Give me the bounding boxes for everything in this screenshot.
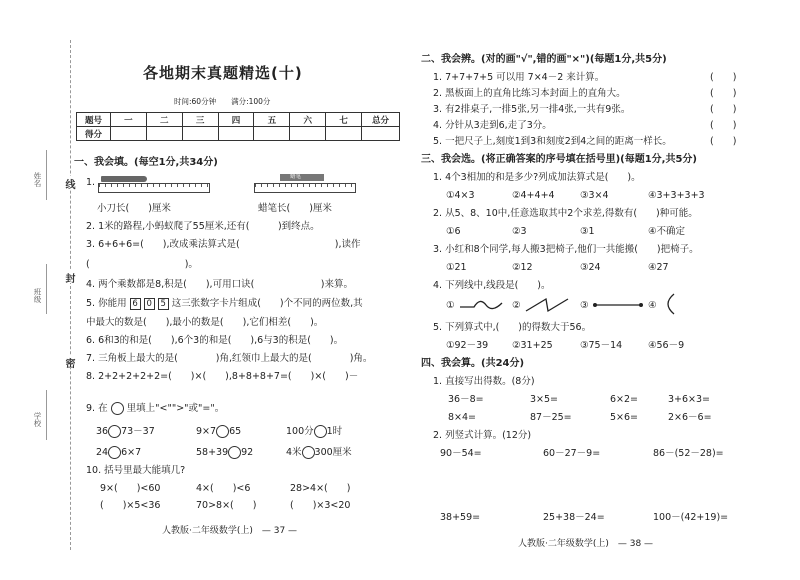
choice-question: 1. 4个3相加的和是多少?列成加法算式是( )。 xyxy=(433,172,641,183)
fill-item: ( )×3<20 xyxy=(290,500,351,511)
question-9 xyxy=(86,402,224,415)
oral-calc: 2×6－6= xyxy=(668,412,712,423)
score-input-cell[interactable] xyxy=(218,127,254,141)
judge-item: 5. 一把尺子上,刻度1到3和刻度2到4之间的距离一样长。 xyxy=(433,136,672,147)
compare-right: 73－37 xyxy=(121,426,155,437)
exam-meta: 时间:60分钟 满分:100分 xyxy=(174,97,271,106)
choice-option[interactable]: ③ xyxy=(580,300,589,311)
oral-calc: 6×2= xyxy=(610,394,639,405)
column-calc: 60－27－9= xyxy=(543,448,601,459)
compare-left: 100分 xyxy=(286,426,314,437)
choice-option[interactable]: ①6 xyxy=(446,226,461,237)
compare-right: 65 xyxy=(229,426,242,437)
question-5-suffix: 这三张数字卡片组成( )个不同的两位数,其 xyxy=(171,298,363,309)
compare-item xyxy=(196,446,253,459)
score-cell: 五 xyxy=(254,113,290,127)
digit-card: 5 xyxy=(158,298,169,310)
answer-paren[interactable]: ( ) xyxy=(710,72,737,83)
binding-line xyxy=(70,40,71,550)
choice-question: 2. 从5、8、10中,任意选取其中2个求差,得数有( )种可能。 xyxy=(433,208,698,219)
seal-mark-secret: 密 xyxy=(64,355,77,368)
score-cell: 二 xyxy=(146,113,182,127)
wavy-line-icon xyxy=(458,295,504,315)
choice-option[interactable]: ④不确定 xyxy=(648,226,686,237)
compare-circle[interactable] xyxy=(302,446,315,459)
section-3-title: 三、我会选。(将正确答案的序号填在括号里)(每题1分,共5分) xyxy=(421,154,697,165)
score-input-cell[interactable] xyxy=(182,127,218,141)
choice-option[interactable]: ②3 xyxy=(512,226,527,237)
choice-option[interactable]: ②31+25 xyxy=(512,340,553,351)
choice-option[interactable]: ④3+3+3+3 xyxy=(648,190,705,201)
compare-left: 36 xyxy=(96,426,109,437)
compare-left: 58+39 xyxy=(196,447,229,458)
crayon-image xyxy=(280,174,324,181)
question-2: 2. 1米的路程,小蚂蚁爬了55厘米,还有( )到终点。 xyxy=(86,221,320,232)
choice-option[interactable]: ①21 xyxy=(446,262,467,273)
section-1-title: 一、我会填。(每空1分,共34分) xyxy=(74,157,218,168)
question-9-suffix: 里填上"<"">"或"="。 xyxy=(126,403,225,414)
score-cell: 七 xyxy=(326,113,362,127)
score-input-cell[interactable] xyxy=(146,127,182,141)
choice-option[interactable]: ① xyxy=(446,300,455,311)
answer-paren[interactable]: ( ) xyxy=(710,88,737,99)
knife-image xyxy=(101,176,147,182)
compare-item xyxy=(286,425,342,438)
compare-circle[interactable] xyxy=(108,425,121,438)
choice-option[interactable]: ③3×4 xyxy=(580,190,609,201)
oral-calc: 8×4= xyxy=(448,412,477,423)
seal-mark-seal: 封 xyxy=(64,270,77,283)
name-label: 姓名 xyxy=(33,172,42,187)
compare-item xyxy=(96,425,155,438)
column-calc: 38+59= xyxy=(440,512,481,523)
fill-item: 4×( )<6 xyxy=(196,483,251,494)
question-7: 7. 三角板上最大的是( )角,红领巾上最大的是( )角。 xyxy=(86,353,373,364)
score-input-cell[interactable] xyxy=(254,127,290,141)
score-cell: 总分 xyxy=(362,113,400,127)
section-2-title: 二、我会辨。(对的画"√",错的画"×")(每题1分,共5分) xyxy=(421,54,667,65)
class-label: 班级 xyxy=(33,288,42,303)
school-underline xyxy=(46,390,47,440)
compare-right: 6×7 xyxy=(121,447,142,458)
compare-circle[interactable] xyxy=(108,446,121,459)
choice-option[interactable]: ③24 xyxy=(580,262,601,273)
compare-circle[interactable] xyxy=(111,402,124,415)
question-9-prefix: 9. 在 xyxy=(86,403,108,414)
choice-question: 4. 下列线中,线段是( )。 xyxy=(433,280,551,291)
sub-question: 2. 列竖式计算。(12分) xyxy=(433,430,532,441)
right-page xyxy=(400,0,800,580)
judge-item: 2. 黑板面上的直角比练习本封面上的直角大。 xyxy=(433,88,626,99)
page-footer: 人教版·二年级数学(上) — 37 — xyxy=(162,526,298,536)
choice-question: 3. 小红和8个同学,每人搬3把椅子,他们一共能搬( )把椅子。 xyxy=(433,244,699,255)
score-cell: 三 xyxy=(182,113,218,127)
choice-question: 5. 下列算式中,( )的得数大于56。 xyxy=(433,322,592,333)
question-8: 8. 2+2+2+2+2=( )×( ),8+8+8+7=( )×( )－ xyxy=(86,371,359,382)
seal-mark-line: 线 xyxy=(64,176,77,189)
choice-option[interactable]: ④56－9 xyxy=(648,340,685,351)
score-input-cell[interactable] xyxy=(290,127,326,141)
page-footer: 人教版·二年级数学(上) — 38 — xyxy=(518,539,654,549)
sub-question: 1. 直接写出得数。(8分) xyxy=(433,376,535,387)
ruler-image xyxy=(98,183,210,193)
score-input-cell[interactable] xyxy=(326,127,362,141)
compare-item xyxy=(196,425,241,438)
score-table xyxy=(76,112,400,141)
choice-option[interactable]: ② xyxy=(512,300,521,311)
compare-circle[interactable] xyxy=(216,425,229,438)
compare-circle[interactable] xyxy=(228,446,241,459)
column-calc: 86－(52－28)= xyxy=(653,448,724,459)
curve-line-icon xyxy=(660,292,680,316)
oral-calc: 3×5= xyxy=(530,394,559,405)
compare-item xyxy=(286,446,352,459)
judge-item: 3. 有2排桌子,一排5张,另一排4张,一共有9张。 xyxy=(433,104,631,115)
compare-left: 24 xyxy=(96,447,109,458)
score-table-header-row xyxy=(77,113,400,127)
oral-calc: 36－8= xyxy=(448,394,484,405)
question-4: 4. 两个乘数都是8,积是( ),可用口诀( )来算。 xyxy=(86,279,353,290)
score-cell: 六 xyxy=(290,113,326,127)
choice-option[interactable]: ①92－39 xyxy=(446,340,489,351)
fill-item: ( )×5<36 xyxy=(100,500,161,511)
oral-calc: 5×6= xyxy=(610,412,639,423)
score-cell: 得分 xyxy=(77,127,111,141)
choice-option[interactable]: ③75－14 xyxy=(580,340,623,351)
question-1-number: 1. xyxy=(86,177,96,188)
judge-item: 4. 分针从3走到6,走了3分。 xyxy=(433,120,552,131)
compare-right: 92 xyxy=(241,447,254,458)
compare-right: 1时 xyxy=(326,426,343,437)
question-5-prefix: 5. 你能用 xyxy=(86,298,127,309)
answer-paren[interactable]: ( ) xyxy=(710,120,737,131)
compare-circle[interactable] xyxy=(314,425,327,438)
name-underline xyxy=(46,150,47,200)
choice-option[interactable]: ②12 xyxy=(512,262,533,273)
digit-card: 0 xyxy=(144,298,155,310)
answer-paren[interactable]: ( ) xyxy=(710,104,737,115)
score-cell: 一 xyxy=(110,113,146,127)
compare-left: 4米 xyxy=(286,447,302,458)
ruler-image xyxy=(254,183,356,193)
choice-option[interactable]: ④27 xyxy=(648,262,669,273)
school-label: 学校 xyxy=(33,412,42,427)
section-4-title: 四、我会算。(共24分) xyxy=(421,358,525,369)
question-5 xyxy=(86,298,363,310)
digit-card: 6 xyxy=(130,298,141,310)
compare-right: 300厘米 xyxy=(314,447,352,458)
choice-option[interactable]: ②4+4+4 xyxy=(512,190,555,201)
fill-item: 70>8×( ) xyxy=(196,500,257,511)
choice-option[interactable]: ①4×3 xyxy=(446,190,475,201)
answer-paren[interactable]: ( ) xyxy=(710,136,737,147)
column-calc: 100－(42+19)= xyxy=(653,512,729,523)
score-cell: 四 xyxy=(218,113,254,127)
question-5-cont: 中最大的数是( ),最小的数是( ),它们相差( )。 xyxy=(86,317,324,328)
question-10: 10. 括号里最大能填几? xyxy=(86,465,186,476)
question-1-crayon: 蜡笔长( )厘米 xyxy=(258,203,332,214)
zigzag-line-icon xyxy=(524,295,570,315)
question-6: 6. 6和3的和是( ),6个3的和是( ),6与3的积是( )。 xyxy=(86,335,344,346)
question-3: 3. 6+6+6=( ),改成乘法算式是( ),读作 xyxy=(86,239,361,250)
oral-calc: 3+6×3= xyxy=(668,394,711,405)
choice-option[interactable]: ③1 xyxy=(580,226,595,237)
score-input-cell[interactable] xyxy=(110,127,146,141)
page-title: 各地期末真题精选(十) xyxy=(143,64,303,82)
crayon-label: 蜡笔 xyxy=(290,174,302,180)
choice-option[interactable]: ④ xyxy=(648,300,657,311)
score-table-score-row xyxy=(77,127,400,141)
oral-calc: 87－25= xyxy=(530,412,572,423)
compare-left: 9×7 xyxy=(196,426,217,437)
column-calc: 90－54= xyxy=(440,448,482,459)
question-1-knife: 小刀长( )厘米 xyxy=(97,203,171,214)
fill-item: 9×( )<60 xyxy=(100,483,161,494)
score-input-cell[interactable] xyxy=(362,127,400,141)
class-underline xyxy=(46,264,47,314)
judge-item: 1. 7+7+7+5 可以用 7×4－2 来计算。 xyxy=(433,72,605,83)
column-calc: 25+38－24= xyxy=(543,512,605,523)
score-cell: 题号 xyxy=(77,113,111,127)
segment-line-icon xyxy=(592,299,646,311)
compare-item xyxy=(96,446,141,459)
fill-item: 28>4×( ) xyxy=(290,483,351,494)
question-3-cont: ( )。 xyxy=(86,259,198,270)
